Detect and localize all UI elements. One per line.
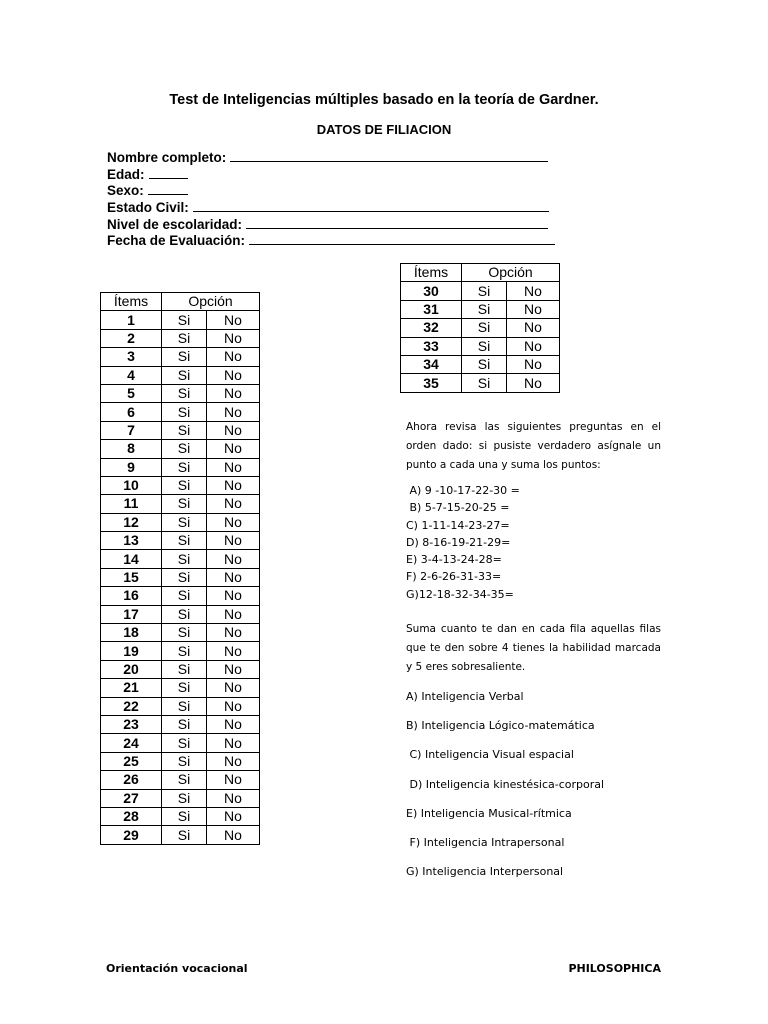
- option-yes[interactable]: Si: [162, 513, 207, 531]
- option-yes[interactable]: Si: [162, 679, 207, 697]
- item-number: 29: [101, 826, 162, 844]
- item-number: 8: [101, 440, 162, 458]
- item-number: 34: [401, 355, 462, 373]
- item-number: 22: [101, 697, 162, 715]
- intelligence-item: E) Inteligencia Musical-rítmica: [406, 806, 572, 820]
- option-yes[interactable]: Si: [162, 348, 207, 366]
- item-row: [401, 282, 560, 300]
- full-name-field: [107, 149, 555, 166]
- item-row: [101, 771, 260, 789]
- item-row: [101, 826, 260, 844]
- item-row: [101, 329, 260, 347]
- item-number: 21: [101, 679, 162, 697]
- option-no[interactable]: No: [507, 300, 560, 318]
- option-no[interactable]: No: [207, 771, 260, 789]
- item-row: [101, 458, 260, 476]
- option-no[interactable]: No: [207, 697, 260, 715]
- sum-group: D) 8-16-19-21-29=: [406, 535, 511, 549]
- sex-field: [107, 182, 555, 199]
- option-no[interactable]: No: [207, 715, 260, 733]
- option-yes[interactable]: Si: [462, 337, 507, 355]
- field-label: Fecha de Evaluación:: [107, 233, 246, 249]
- option-no[interactable]: No: [207, 513, 260, 531]
- item-number: 6: [101, 403, 162, 421]
- item-number: 27: [101, 789, 162, 807]
- item-row: [101, 440, 260, 458]
- item-row: [101, 495, 260, 513]
- item-number: 33: [401, 337, 462, 355]
- items-header: Ítems: [101, 293, 162, 311]
- option-no[interactable]: No: [207, 752, 260, 770]
- item-row: [101, 513, 260, 531]
- option-yes[interactable]: Si: [162, 807, 207, 825]
- option-no[interactable]: No: [207, 440, 260, 458]
- scoring-instructions: Ahora revisa las siguientes preguntas en el orden dado: si pusiste verdadero asígnale un punto a cada una y suma los puntos:: [406, 421, 661, 471]
- item-row: [101, 697, 260, 715]
- item-number: 5: [101, 384, 162, 402]
- item-row: [101, 421, 260, 439]
- item-row: [101, 476, 260, 494]
- age-field: [107, 166, 555, 183]
- option-no[interactable]: No: [207, 789, 260, 807]
- option-no[interactable]: No: [207, 587, 260, 605]
- item-row: [101, 715, 260, 733]
- blank-line: [249, 232, 555, 245]
- option-no[interactable]: No: [207, 807, 260, 825]
- item-row: [401, 319, 560, 337]
- item-row: [101, 734, 260, 752]
- option-no[interactable]: No: [207, 679, 260, 697]
- item-number: 19: [101, 642, 162, 660]
- option-yes[interactable]: Si: [162, 624, 207, 642]
- option-yes[interactable]: Si: [162, 587, 207, 605]
- option-yes[interactable]: Si: [162, 605, 207, 623]
- item-row: [401, 300, 560, 318]
- item-number: 25: [101, 752, 162, 770]
- field-label: Edad:: [107, 166, 145, 182]
- item-number: 32: [401, 319, 462, 337]
- option-yes[interactable]: Si: [162, 826, 207, 844]
- option-yes[interactable]: Si: [462, 374, 507, 392]
- option-no[interactable]: No: [507, 337, 560, 355]
- item-row: [101, 807, 260, 825]
- item-number: 12: [101, 513, 162, 531]
- option-yes[interactable]: Si: [162, 366, 207, 384]
- option-yes[interactable]: Si: [162, 384, 207, 402]
- option-yes[interactable]: Si: [462, 300, 507, 318]
- item-number: 15: [101, 568, 162, 586]
- option-yes[interactable]: Si: [162, 421, 207, 439]
- option-no[interactable]: No: [207, 550, 260, 568]
- item-number: 4: [101, 366, 162, 384]
- option-yes[interactable]: Si: [162, 329, 207, 347]
- option-no[interactable]: No: [207, 642, 260, 660]
- option-no[interactable]: No: [207, 568, 260, 586]
- sum-group: E) 3-4-13-24-28=: [406, 553, 502, 567]
- option-no[interactable]: No: [207, 329, 260, 347]
- intelligence-item: A) Inteligencia Verbal: [406, 690, 524, 703]
- item-row: [101, 403, 260, 421]
- sum-group: G)12-18-32-34-35=: [406, 587, 514, 601]
- option-no[interactable]: No: [207, 348, 260, 366]
- footer-left: Orientación vocacional: [106, 962, 248, 975]
- item-row: [101, 532, 260, 550]
- blank-line: [149, 166, 188, 179]
- option-yes[interactable]: Si: [162, 403, 207, 421]
- option-yes[interactable]: Si: [162, 440, 207, 458]
- item-number: 26: [101, 771, 162, 789]
- item-number: 9: [101, 458, 162, 476]
- intelligence-item: G) Inteligencia Interpersonal: [406, 865, 564, 879]
- option-yes[interactable]: Si: [162, 550, 207, 568]
- field-label: Estado Civil:: [107, 200, 189, 216]
- item-number: 30: [401, 282, 462, 300]
- blank-line: [230, 149, 548, 162]
- item-number: 10: [101, 476, 162, 494]
- option-yes[interactable]: Si: [162, 715, 207, 733]
- option-no[interactable]: No: [507, 282, 560, 300]
- option-yes[interactable]: Si: [162, 734, 207, 752]
- item-number: 3: [101, 348, 162, 366]
- option-yes[interactable]: Si: [162, 311, 207, 329]
- item-row: [101, 366, 260, 384]
- item-number: 24: [101, 734, 162, 752]
- option-yes[interactable]: Si: [162, 532, 207, 550]
- education-level-field: [107, 216, 555, 233]
- item-row: [101, 642, 260, 660]
- option-no[interactable]: No: [207, 366, 260, 384]
- option-no[interactable]: No: [207, 605, 260, 623]
- item-row: [101, 605, 260, 623]
- option-header: Opción: [162, 293, 260, 311]
- item-number: 35: [401, 374, 462, 392]
- option-no[interactable]: No: [207, 384, 260, 402]
- item-row: [101, 311, 260, 329]
- item-row: [101, 550, 260, 568]
- civil-status-field: [107, 199, 555, 216]
- item-row: [101, 660, 260, 678]
- option-yes[interactable]: Si: [162, 476, 207, 494]
- option-yes[interactable]: Si: [162, 789, 207, 807]
- item-row: [401, 374, 560, 392]
- sum-group: F) 2-6-26-31-33=: [406, 570, 502, 584]
- section-title: DATOS DE FILIACION: [316, 122, 452, 137]
- item-number: 20: [101, 660, 162, 678]
- intelligence-item: C) Inteligencia Visual espacial: [406, 748, 574, 762]
- option-header: Opción: [462, 264, 560, 282]
- option-no[interactable]: No: [207, 458, 260, 476]
- option-yes[interactable]: Si: [162, 771, 207, 789]
- item-row: [401, 355, 560, 373]
- item-number: 14: [101, 550, 162, 568]
- item-row: [101, 568, 260, 586]
- option-yes[interactable]: Si: [162, 660, 207, 678]
- scoring-note: Suma cuanto te dan en cada fila aquellas filas que te den sobre 4 tienes la habilidad marcada y 5 eres sobresaliente.: [406, 623, 661, 673]
- item-row: [101, 624, 260, 642]
- field-label: Nivel de escolaridad:: [107, 216, 243, 232]
- intelligence-item: D) Inteligencia kinestésica-corporal: [406, 777, 605, 791]
- footer-right: PHILOSOPHICA: [568, 962, 661, 975]
- item-number: 28: [101, 807, 162, 825]
- item-row: [101, 587, 260, 605]
- option-yes[interactable]: Si: [162, 642, 207, 660]
- intelligence-list: [406, 682, 604, 886]
- blank-line: [148, 182, 188, 195]
- answers-table-1-29: [100, 292, 260, 845]
- option-no[interactable]: No: [507, 355, 560, 373]
- sum-group: A) 9 -10-17-22-30 =: [406, 484, 520, 497]
- document-title: Test de Inteligencias múltiples basado en la teoría de Gardner.: [169, 92, 599, 108]
- option-no[interactable]: No: [207, 826, 260, 844]
- option-no[interactable]: No: [207, 476, 260, 494]
- sum-group: C) 1-11-14-23-27=: [406, 518, 510, 532]
- intelligence-item: B) Inteligencia Lógico-matemática: [406, 719, 595, 733]
- item-number: 13: [101, 532, 162, 550]
- option-no[interactable]: No: [507, 374, 560, 392]
- option-no[interactable]: No: [207, 734, 260, 752]
- option-no[interactable]: No: [207, 624, 260, 642]
- option-yes[interactable]: Si: [462, 319, 507, 337]
- item-number: 31: [401, 300, 462, 318]
- item-number: 17: [101, 605, 162, 623]
- item-number: 23: [101, 715, 162, 733]
- option-no[interactable]: No: [207, 403, 260, 421]
- item-number: 16: [101, 587, 162, 605]
- intelligence-item: F) Inteligencia Intrapersonal: [406, 836, 565, 850]
- evaluation-date-field: [107, 232, 555, 249]
- option-no[interactable]: No: [207, 311, 260, 329]
- option-no[interactable]: No: [207, 532, 260, 550]
- option-yes[interactable]: Si: [162, 752, 207, 770]
- item-number: 7: [101, 421, 162, 439]
- option-no[interactable]: No: [207, 421, 260, 439]
- field-label: Sexo:: [107, 183, 144, 199]
- blank-line: [193, 199, 549, 212]
- option-no[interactable]: No: [507, 319, 560, 337]
- option-yes[interactable]: Si: [462, 282, 507, 300]
- option-yes[interactable]: Si: [162, 495, 207, 513]
- blank-line: [246, 216, 548, 229]
- item-number: 2: [101, 329, 162, 347]
- item-row: [101, 789, 260, 807]
- field-label: Nombre completo:: [107, 150, 227, 165]
- item-number: 1: [101, 311, 162, 329]
- item-row: [101, 752, 260, 770]
- item-row: [101, 384, 260, 402]
- option-yes[interactable]: Si: [162, 568, 207, 586]
- sum-group: B) 5-7-15-20-25 =: [406, 501, 510, 515]
- option-no[interactable]: No: [207, 495, 260, 513]
- option-no[interactable]: No: [207, 660, 260, 678]
- option-yes[interactable]: Si: [162, 458, 207, 476]
- sum-groups-list: [406, 482, 520, 603]
- item-number: 11: [101, 495, 162, 513]
- item-row: [101, 348, 260, 366]
- item-row: [101, 679, 260, 697]
- item-number: 18: [101, 624, 162, 642]
- item-row: [401, 337, 560, 355]
- option-yes[interactable]: Si: [162, 697, 207, 715]
- option-yes[interactable]: Si: [462, 355, 507, 373]
- personal-data-form: [107, 149, 555, 249]
- items-header: Ítems: [401, 264, 462, 282]
- answers-table-30-35: [400, 263, 560, 393]
